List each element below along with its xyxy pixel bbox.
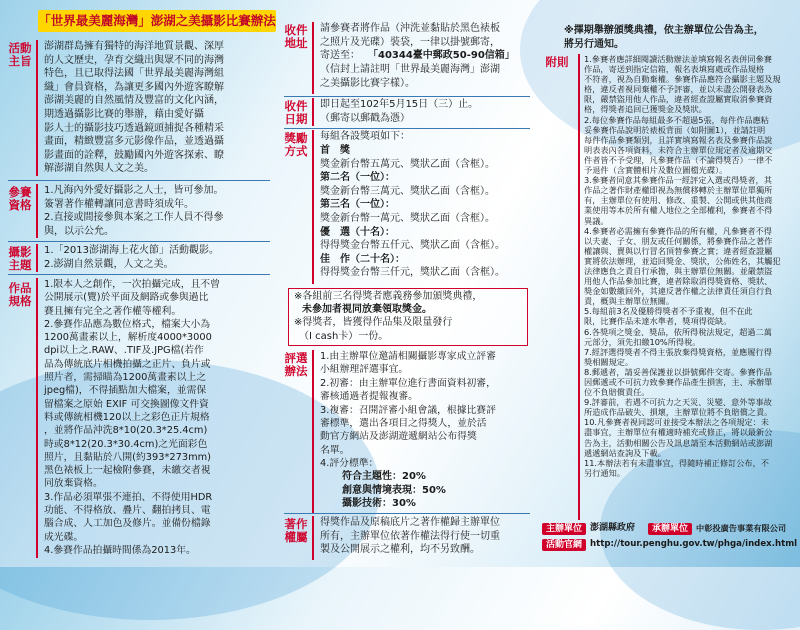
appendix-divider — [578, 54, 580, 520]
purpose-label: 活動 主旨 — [8, 41, 32, 68]
section-separator — [8, 180, 270, 181]
column-middle — [284, 0, 530, 567]
prize-name: 第二名（一位）： — [320, 172, 395, 184]
purpose-text: 澎湖群島擁有獨特的海洋地質景觀、深厚 的人文歷史，孕育交織出與眾不同的海灣 特色，且已取得法國「世界最美麗海灣組 織」會員資格，為讓更多國內外遊客瞭解 澎湖美麗的自然風情及豐富的文化內涵， 期透過攝影比賽的舉辦，藉由愛好攝 影人士的攝影技巧透過鏡頭捕捉各種精采 畫面，精緻豐富多元影像作品，並透過攝 影畫面的詮釋，鼓勵國內外遊客探索、瞭 解澎湖自然與人文之美。 — [44, 41, 224, 175]
prize-name: 首 獎 — [320, 145, 350, 156]
theme-label: 攝影 主題 — [8, 245, 32, 272]
page-title: 「世界最美麗海灣」澎湖之美攝影比賽辦法 — [38, 10, 276, 32]
qualification-text: 1.凡海內外愛好攝影之人士，皆可參加。 簽署著作權轉讓同意書時須成年。 2.直接或間接參與本案之工作人員不得參 與，以示公允。 — [44, 185, 224, 237]
prize-description: 獎金新台幣一萬元、獎狀乙面（含框）。 — [320, 212, 495, 224]
organizer-name: 澎湖縣政府 — [590, 523, 636, 533]
address-divider — [312, 22, 314, 94]
address-label: 收件 地址 — [284, 23, 308, 50]
qualification-label: 參賽 資格 — [8, 185, 32, 212]
section-separator — [8, 241, 270, 242]
award-divider — [312, 130, 314, 284]
spec-label: 作品 規格 — [8, 281, 32, 308]
copyright-label: 著作 權屬 — [284, 517, 308, 544]
spec-text: 1.限本人之創作，一次拍攝完成，且不曾 公開展示(覽)於平面及網路或參與過比 賽且擁有完全之著作權等權利。 2.參賽作品應為數位格式，檔案大小為 1200萬畫素以上，解析度4000*3000 dpi以上之.RAW、.TIF及.JPG檔(若作 品為傳統底片相機拍攝之正片、負片或 照片者，需掃瞄為1200萬畫素以上之 jpeg檔)，不得插點加大檔案，並需保 留檔案之原始 EXIF 可交換圖像文件資 料或傳統相機120以上之彩色正片規格 ，並將作品沖洗8*10(20.3*25.4cm) 時或8*12(20.3*30.4cm)之光面彩色 照片，且黏貼於八開(約393*273mm) 黑色裱板上一起檢附參賽，未繳交者視 同放棄資格。 3.作品必須單張不連拍、不得使用HDR 功能、不得格放、疊片、翻拍拷貝、電 腦合成、人工加色及修片。並備份檔錄 成光碟。 4.參賽作品拍攝時間係為2013年。 — [44, 279, 220, 556]
copyright-divider — [312, 516, 314, 560]
prize-name: 優 選（十名）： — [320, 226, 395, 238]
judge-label: 評選 辦法 — [284, 351, 308, 378]
prize-name: 第三名（一位）： — [320, 199, 395, 211]
appendix-label: 附則 — [545, 55, 569, 69]
deadline-label: 收件 日期 — [284, 99, 308, 126]
section-separator — [8, 274, 270, 275]
prize-description: 獎金新台幣五萬元、獎狀乙面（含框）。 — [320, 158, 495, 170]
section-separator — [284, 96, 530, 97]
organizer-tag: 主辦單位 — [542, 523, 586, 535]
website-link[interactable]: http://tour.penghu.gov.tw/phga/index.html — [590, 539, 798, 549]
address-mailbox: 「40344臺中郵政50-90信箱」 — [368, 50, 515, 61]
qualification-divider — [36, 184, 38, 238]
theme-divider — [36, 244, 38, 272]
notice-line-1: ※各組前三名得獎者應義務參加頒獎典禮， — [294, 291, 483, 302]
contractor-name: 中彰投廣告事業有限公司 — [696, 523, 787, 533]
contractor-tag: 承辦單位 — [648, 523, 692, 535]
address-text-note: （信封上請註明「世界最美麗海灣」澎湖 之美攝影比賽字樣）。 — [320, 64, 500, 89]
section-separator — [284, 513, 530, 514]
prize-description: 獎金新台幣三萬元、獎狀乙面（含框）。 — [320, 185, 495, 197]
section-separator — [284, 128, 530, 129]
website-tag: 活動官網 — [542, 539, 586, 551]
judge-divider — [312, 350, 314, 514]
prize-description: 得得獎金台幣三仟元，獎狀乙面（含框）。 — [320, 267, 505, 279]
deadline-divider — [312, 98, 314, 126]
copyright-text: 得獎作品及原稿底片之著作權歸主辦單位 所有，主辦單位依著作權法得行使一切重 製及公開展示之權利，均不另致酬。 — [320, 517, 500, 556]
prize-name: 佳 作（二十名）： — [320, 253, 405, 265]
column-right — [540, 0, 798, 567]
notice-line-2: 未參加者視同放棄領取獎金。 — [302, 304, 432, 315]
award-label: 獎勵 方式 — [284, 131, 308, 158]
spec-divider — [36, 278, 38, 558]
score-item: 符合主題性：20% — [342, 471, 426, 482]
score-item: 創意與情境表現：50% — [342, 484, 446, 496]
appendix-text: 1.參賽者應詳細閱讀活動辦法並填寫報名表併同參賽 作品，寄送到指定信箱，報名表填寫處或作品規格 不符者，視為自動棄權。參賽作品應符合攝影主題及規 格，違反者視同棄權不予評審，並以未盡公開發表為 限，嚴禁盜用他人作品，違者經查證屬實取消參賽資 格，得獎者追回已獲獎金及獎狀。 2.每位參賽作品每組最多不超過5張，每件作品應粘 妥參賽作品說明於裱板背面（如附圖1），並請註明 每件作品參賽類別，且詳實填寫報名表及參賽作品說 明表表內各項資料，未符合主辦單位規定者及逾期交 件者皆不予受理，凡參賽作品（不論得獎否）一律不 予退件（含實體相片及數位圖檔光碟）。 3.參賽者同意其參賽作品一經評定入選或得獎者，其 作品之著作財產權即視為無償移轉於主辦單位單獨所 有，主辦單位有使用、修改、重製、公開或供其他商 業使用等本於所有權人地位之全部權利，參賽者不得 異議。 4.參賽者必需擁有參賽作品的所有權，凡參賽者不得 以夫妻、子女、朋友或任何關係，將參賽作品之著作 權讓與、賣與以行冒名頂替參賽之實；違者經查證屬 實將依法辦理，並追回獎金、獎狀，公佈姓名，其觸犯 法律應負之責自行承擔，與主辦單位無關。並嚴禁盜 用他人作品參加比賽，違者除取消得獎資格、獎狀、 獎金如數繳回外，其違反著作權之法律責任須自行負 責，概與主辦單位無關。 5.每組前3名及優勝得獎者不予重複，但不在此 限，比賽作品未達水準者，獎項得從缺。 6.各獎項之獎金、獎品，依所得稅法規定，超過二萬 元部分，須先扣繳10%所得稅。 7.經評選得獎者不得主張放棄得獎資格，並應履行得 獎相關規定。 8.郵遞者，請妥善保護並以掛號郵件交寄。參賽作品 因郵遞或不可抗力致參賽作品產生損害，主、承辦單 位不負賠償責任。 9.評審前，若遇不可抗力之天災、災變、意外等事故 所造成作品破失、損壞，主辦單位將不負賠償之責。 10.凡參賽者視同認可並接受本辦法之各項規定：未 盡事宜，主辦單位有權適時補充或修正，將以最新公 告為主，活動相關公告及訊息請至本活動網站或澎湖 遞遞網站查詢及下載。 11.本辦法若有未盡事宜，得隨時補正修訂公布，不 另行通知。 — [584, 54, 781, 478]
award-intro: 每組各設獎項如下： — [320, 131, 410, 142]
column-left — [8, 0, 276, 567]
score-list — [342, 470, 532, 511]
address-text-intro: 請參賽者將作品（沖洗並黏貼於黑色裱板 之照片及光碟）裝袋，一律以掛號郵寄， 寄送至： — [320, 23, 500, 62]
score-item: 攝影技術：30% — [342, 498, 416, 510]
prize-description: 得得獎金台幣五仟元、獎狀乙面（含框）。 — [320, 240, 505, 252]
notice-line-3: ※得獎者，皆獲得作品集及限量發行 （I cash卡）一份。 — [294, 317, 453, 342]
deadline-text: 即日起至102年5月15日（三）止。 （郵寄以郵戳為憑） — [320, 99, 479, 124]
judge-text: 1.由主辦單位邀請相關攝影專家成立評審 小組辦理評選事宜。 2.初審：由主辦單位進行書面資料初審， 審核通過者提報複審。 3.複審：召開評審小組會議，根據比賽評 審標準，選出各項目之得獎人，並於活 動官方網站及澎湖遊遞網站公布得獎 名單。 4.評分標準： — [320, 351, 496, 470]
prize-list — [320, 144, 532, 280]
ceremony-notice: ※擇期舉辦頒獎典禮，依主辦單位公告為主， 將另行通知。 — [564, 25, 764, 50]
theme-text: 1.「2013澎湖海上花火節」活動觀影。 2.澎湖自然景觀，人文之美。 — [44, 245, 219, 270]
purpose-divider — [36, 40, 38, 176]
